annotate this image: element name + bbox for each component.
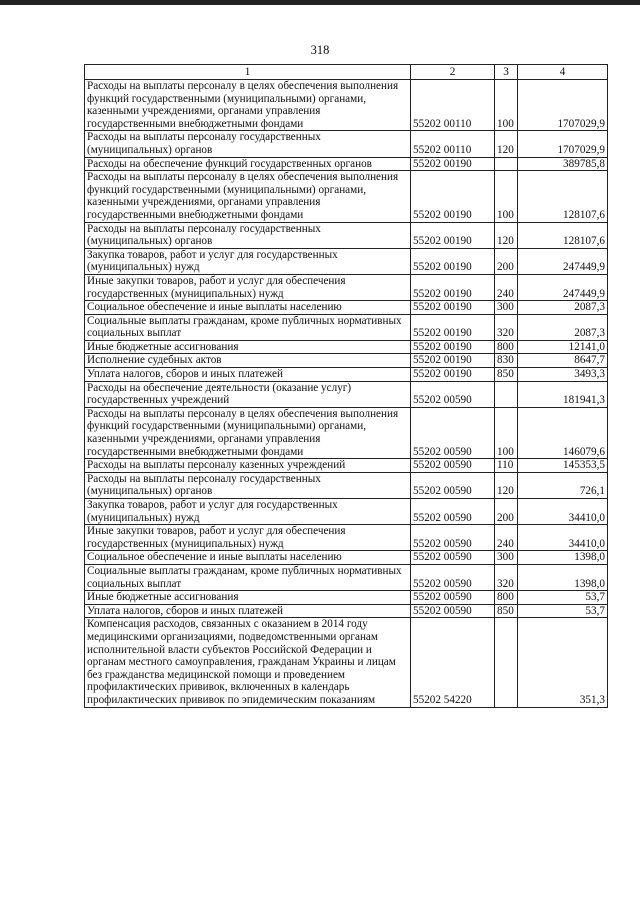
amount-cell: 1707029,9 [518, 131, 608, 157]
expense-name-cell: Социальное обеспечение и иные выплаты населению [85, 301, 411, 315]
expense-name-cell: Уплата налогов, сборов и иных платежей [85, 368, 411, 382]
column-header-3: 3 [495, 65, 518, 80]
expense-type-cell: 320 [495, 314, 518, 340]
table-row [85, 274, 608, 300]
target-code-cell: 55202 00190 [411, 222, 495, 248]
amount-cell: 2087,3 [518, 314, 608, 340]
table-row [85, 604, 608, 618]
target-code-cell: 55202 00590 [411, 604, 495, 618]
target-code-cell: 55202 00190 [411, 340, 495, 354]
expense-type-cell: 200 [495, 248, 518, 274]
expense-name-cell: Компенсация расходов, связанных с оказанием в 2014 году медицинскими организациями, подведомственными органам исполнительной власти субъектов Российской Федерации и органам местного самоуправления, гражданам Украины и лицам без гражданства медицинской помощи и проведением профилактических прививок, включенных в календарь профилактических прививок по эпидемическим показаниям [85, 618, 411, 707]
table-row [85, 591, 608, 605]
expense-name-cell: Социальные выплаты гражданам, кроме публичных нормативных социальных выплат [85, 564, 411, 590]
target-code-cell: 55202 00590 [411, 564, 495, 590]
page-number: 318 [310, 43, 330, 57]
target-code-cell: 55202 00110 [411, 80, 495, 131]
column-header-2: 2 [411, 65, 495, 80]
table-row [85, 472, 608, 498]
column-header-4: 4 [518, 65, 608, 80]
expense-name-cell: Иные бюджетные ассигнования [85, 591, 411, 605]
target-code-cell: 55202 00110 [411, 131, 495, 157]
expense-type-cell: 850 [495, 604, 518, 618]
amount-cell: 2087,3 [518, 301, 608, 315]
expense-name-cell: Расходы на обеспечение функций государственных органов [85, 157, 411, 171]
expense-type-cell: 850 [495, 368, 518, 382]
table-row [85, 171, 608, 222]
expense-name-cell: Расходы на выплаты персоналу в целях обеспечения выполнения функций государственными (муниципальными) органами, казенными учреждениями, органами управления государственными внебюджетными фондами [85, 407, 411, 458]
amount-cell: 146079,6 [518, 407, 608, 458]
expense-name-cell: Иные закупки товаров, работ и услуг для обеспечения государственных (муниципальных) нужд [85, 274, 411, 300]
target-code-cell: 55202 00190 [411, 354, 495, 368]
expense-type-cell: 120 [495, 222, 518, 248]
amount-cell: 181941,3 [518, 381, 608, 407]
target-code-cell: 55202 00590 [411, 551, 495, 565]
amount-cell: 12141,0 [518, 340, 608, 354]
target-code-cell: 55202 00590 [411, 499, 495, 525]
amount-cell: 34410,0 [518, 499, 608, 525]
expense-type-cell: 320 [495, 564, 518, 590]
expense-type-cell [495, 381, 518, 407]
table-row [85, 368, 608, 382]
target-code-cell: 55202 00590 [411, 472, 495, 498]
target-code-cell: 55202 54220 [411, 618, 495, 707]
expense-name-cell: Социальное обеспечение и иные выплаты населению [85, 551, 411, 565]
target-code-cell: 55202 00590 [411, 525, 495, 551]
table-row [85, 248, 608, 274]
amount-cell: 3493,3 [518, 368, 608, 382]
amount-cell: 34410,0 [518, 525, 608, 551]
target-code-cell: 55202 00190 [411, 248, 495, 274]
amount-cell: 1398,0 [518, 564, 608, 590]
table-row [85, 618, 608, 707]
expense-name-cell: Расходы на выплаты персоналу государственных (муниципальных) органов [85, 222, 411, 248]
amount-cell: 389785,8 [518, 157, 608, 171]
expense-name-cell: Расходы на обеспечение деятельности (оказание услуг) государственных учреждений [85, 381, 411, 407]
expense-type-cell: 100 [495, 80, 518, 131]
table-row [85, 551, 608, 565]
table-header-row [85, 65, 608, 80]
amount-cell: 351,3 [518, 618, 608, 707]
expense-type-cell: 100 [495, 171, 518, 222]
table-row [85, 314, 608, 340]
amount-cell: 145353,5 [518, 459, 608, 473]
expense-name-cell: Исполнение судебных актов [85, 354, 411, 368]
table-row [85, 131, 608, 157]
amount-cell: 247449,9 [518, 248, 608, 274]
expense-name-cell: Закупка товаров, работ и услуг для государственных (муниципальных) нужд [85, 248, 411, 274]
amount-cell: 8647,7 [518, 354, 608, 368]
expense-type-cell: 120 [495, 472, 518, 498]
amount-cell: 128107,6 [518, 171, 608, 222]
table-row [85, 525, 608, 551]
table-row [85, 340, 608, 354]
expense-type-cell: 110 [495, 459, 518, 473]
expense-name-cell: Расходы на выплаты персоналу в целях обеспечения выполнения функций государственными (муниципальными) органами, казенными учреждениями, органами управления государственными внебюджетными фондами [85, 171, 411, 222]
top-border-bar [0, 0, 640, 5]
target-code-cell: 55202 00590 [411, 591, 495, 605]
amount-cell: 247449,9 [518, 274, 608, 300]
expense-name-cell: Иные закупки товаров, работ и услуг для обеспечения государственных (муниципальных) нужд [85, 525, 411, 551]
expense-type-cell: 240 [495, 274, 518, 300]
table-row [85, 222, 608, 248]
amount-cell: 726,1 [518, 472, 608, 498]
target-code-cell: 55202 00590 [411, 381, 495, 407]
expense-name-cell: Расходы на выплаты персоналу государственных (муниципальных) органов [85, 131, 411, 157]
expense-name-cell: Социальные выплаты гражданам, кроме публичных нормативных социальных выплат [85, 314, 411, 340]
table-row [85, 499, 608, 525]
expense-name-cell: Расходы на выплаты персоналу государственных (муниципальных) органов [85, 472, 411, 498]
expense-type-cell: 240 [495, 525, 518, 551]
expense-type-cell: 300 [495, 301, 518, 315]
table-row [85, 157, 608, 171]
budget-table [84, 64, 608, 708]
table-row [85, 80, 608, 131]
amount-cell: 1707029,9 [518, 80, 608, 131]
target-code-cell: 55202 00190 [411, 314, 495, 340]
table-row [85, 564, 608, 590]
target-code-cell: 55202 00190 [411, 368, 495, 382]
expense-name-cell: Расходы на выплаты персоналу казенных учреждений [85, 459, 411, 473]
target-code-cell: 55202 00190 [411, 301, 495, 315]
expense-type-cell: 100 [495, 407, 518, 458]
target-code-cell: 55202 00590 [411, 459, 495, 473]
expense-name-cell: Закупка товаров, работ и услуг для государственных (муниципальных) нужд [85, 499, 411, 525]
expense-name-cell: Уплата налогов, сборов и иных платежей [85, 604, 411, 618]
expense-type-cell [495, 157, 518, 171]
table-row [85, 407, 608, 458]
expense-name-cell: Расходы на выплаты персоналу в целях обеспечения выполнения функций государственными (муниципальными) органами, казенными учреждениями, органами управления государственными внебюджетными фондами [85, 80, 411, 131]
amount-cell: 53,7 [518, 604, 608, 618]
expense-type-cell: 830 [495, 354, 518, 368]
target-code-cell: 55202 00190 [411, 171, 495, 222]
amount-cell: 53,7 [518, 591, 608, 605]
target-code-cell: 55202 00190 [411, 157, 495, 171]
target-code-cell: 55202 00590 [411, 407, 495, 458]
amount-cell: 1398,0 [518, 551, 608, 565]
expense-type-cell [495, 618, 518, 707]
amount-cell: 128107,6 [518, 222, 608, 248]
expense-type-cell: 120 [495, 131, 518, 157]
table-row [85, 301, 608, 315]
table-row [85, 381, 608, 407]
table-row [85, 354, 608, 368]
target-code-cell: 55202 00190 [411, 274, 495, 300]
expense-type-cell: 800 [495, 340, 518, 354]
expense-type-cell: 200 [495, 499, 518, 525]
table-row [85, 459, 608, 473]
expense-type-cell: 300 [495, 551, 518, 565]
expense-type-cell: 800 [495, 591, 518, 605]
expense-name-cell: Иные бюджетные ассигнования [85, 340, 411, 354]
column-header-1: 1 [85, 65, 411, 80]
